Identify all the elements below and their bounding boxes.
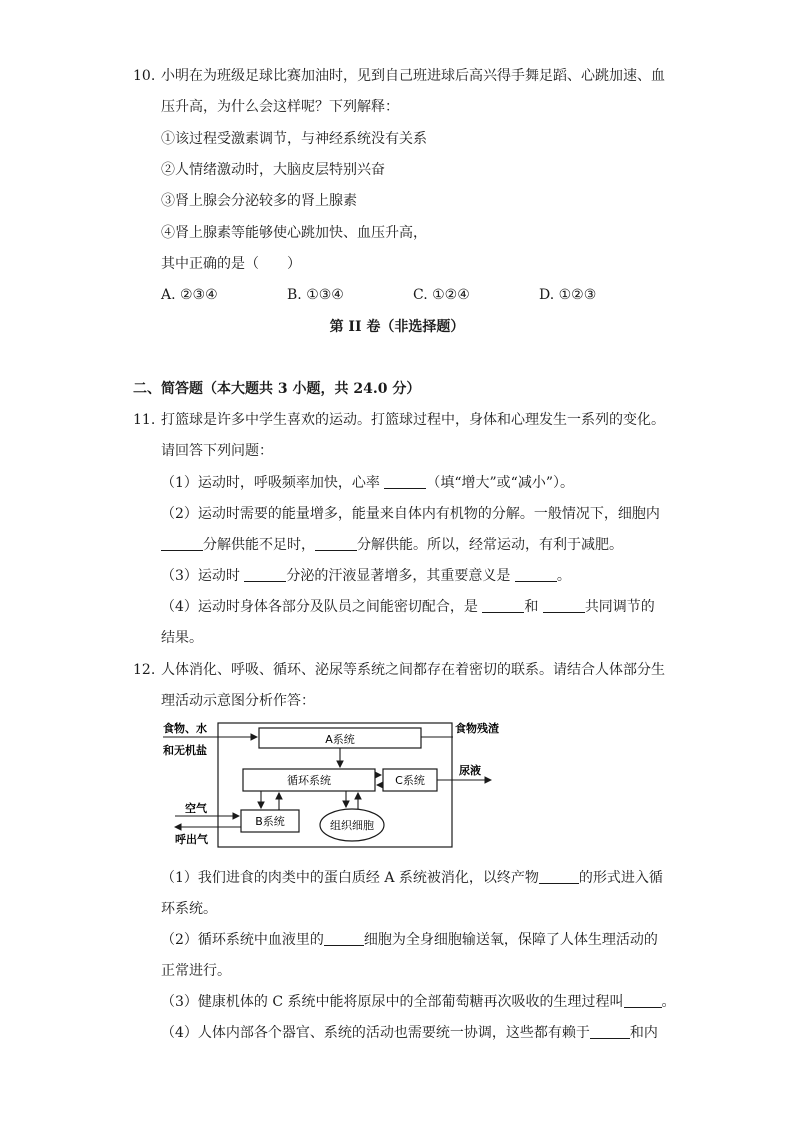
- exhale-label: 呼出气: [175, 833, 208, 846]
- b-system-label: B系统: [255, 815, 285, 828]
- waste-label: 食物残渣: [455, 722, 499, 735]
- q11-part4-text-c: 共同调节的: [584, 599, 655, 615]
- q12-stem-line1: 人体消化、呼吸、循环、泌尿等系统之间都存在着密切的联系。请结合人体部分生: [161, 662, 665, 678]
- q10-statement-1: ①该过程受激素调节，与神经系统没有关系: [161, 131, 427, 147]
- q10-statement-3: ③肾上腺会分泌较多的肾上腺素: [161, 193, 357, 209]
- q11-part3-blank-1[interactable]: [244, 567, 286, 582]
- food-input-label-1: 食物、水: [163, 722, 207, 735]
- q11-part2-line1: （2）运动时需要的能量增多，能量来自体内有机物的分解。一般情况下，细胞内: [161, 506, 660, 522]
- q12-part2-text-a: （2）循环系统中血液里的: [161, 932, 324, 948]
- q11-part1: [161, 473, 574, 493]
- q10-option-a[interactable]: A. ②③④: [161, 287, 218, 303]
- q11-part3-text-b: 分泌的汗液显著增多，其重要意义是: [286, 568, 515, 584]
- q12-part1-line2: 环系统。: [161, 901, 217, 917]
- q11-part4-text-a: （4）运动时身体各部分及队员之间能密切配合，是: [161, 599, 483, 615]
- q12-part3-blank[interactable]: [624, 993, 662, 1008]
- q12-part1-text-b: 的形式进入循: [578, 870, 663, 886]
- q12-part3-text-a: （3）健康机体的 C 系统中能将原尿中的全部葡萄糖再次吸收的生理过程叫: [161, 994, 624, 1010]
- q11-part4-line2: 结果。: [161, 630, 203, 646]
- q12-part2-text-b: 细胞为全身细胞输送氧，保障了人体生理活动的: [363, 932, 658, 948]
- air-label: 空气: [185, 802, 207, 815]
- q11-part2-text-c: 分解供能。所以，经常运动，有利于减肥。: [357, 537, 623, 553]
- q10-option-c[interactable]: C. ①②④: [413, 287, 470, 303]
- q11-part4-blank-1[interactable]: [482, 598, 524, 613]
- q11-stem-line2: 请回答下列问题：: [161, 443, 273, 459]
- q12-part2-line1: [161, 930, 658, 950]
- q12-stem-line2: 理活动示意图分析作答：: [161, 693, 315, 709]
- q10-number: 10.: [133, 68, 156, 84]
- c-system-label: C系统: [395, 774, 425, 787]
- physiology-diagram: [161, 717, 511, 857]
- urine-label: 尿液: [459, 764, 481, 777]
- q12-part1-blank[interactable]: [539, 869, 579, 884]
- q11-part3-text-a: （3）运动时: [161, 568, 245, 584]
- part2-title: 第 II 卷（非选择题）: [329, 319, 465, 335]
- q10-statement-4: ④肾上腺素等能够使心跳加快、血压升高，: [161, 225, 427, 241]
- q11-part2-text-b: 分解供能不足时，: [203, 537, 315, 553]
- q10-option-b[interactable]: B. ①③④: [287, 287, 344, 303]
- q11-part4-text-b: 和: [524, 599, 543, 615]
- q11-part3-blank-2[interactable]: [515, 567, 557, 582]
- q11-part4-blank-2[interactable]: [543, 598, 585, 613]
- q12-part1-line1: [161, 868, 663, 888]
- q12-part2-line2: 正常进行。: [161, 963, 231, 979]
- q10-stem-line1: 小明在为班级足球比赛加油时，见到自己班进球后高兴得手舞足蹈、心跳加速、血: [161, 68, 665, 84]
- q10-stem-line2: 压升高，为什么会这样呢？下列解释：: [161, 99, 399, 115]
- section2-title: 二、简答题（本大题共 3 小题，共 24.0 分）: [133, 381, 421, 397]
- q11-part1-text-a: （1）运动时，呼吸频率加快，心率: [161, 475, 385, 491]
- q11-part4-line1: [161, 597, 655, 617]
- a-system-label: A系统: [325, 733, 355, 746]
- q11-part2-line2: [161, 535, 623, 555]
- q12-part4-text-b: 和内: [629, 1025, 658, 1041]
- q11-number: 11.: [133, 412, 156, 428]
- q11-part3: [161, 566, 571, 586]
- q12-part4: [161, 1023, 658, 1043]
- q12-part4-blank[interactable]: [590, 1024, 630, 1039]
- q12-part3-text-b: 。: [661, 994, 676, 1010]
- q10-question: 其中正确的是（ ）: [161, 256, 301, 272]
- q12-part2-blank[interactable]: [324, 931, 364, 946]
- q11-stem-line1: 打篮球是许多中学生喜欢的运动。打篮球过程中，身体和心理发生一系列的变化。: [161, 412, 665, 428]
- q11-part1-blank[interactable]: [384, 474, 426, 489]
- food-input-label-2: 和无机盐: [163, 744, 207, 757]
- q12-part1-text-a: （1）我们进食的肉类中的蛋白质经 A 系统被消化，以终产物: [161, 870, 539, 886]
- q11-part3-text-c: 。: [556, 568, 571, 584]
- q12-part4-text-a: （4）人体内部各个器官、系统的活动也需要统一协调，这些都有赖于: [161, 1025, 590, 1041]
- q10-option-d[interactable]: D. ①②③: [539, 287, 597, 303]
- circulation-label: 循环系统: [287, 774, 331, 787]
- q12-part3: [161, 992, 676, 1012]
- q11-part1-text-b: （填“增大”或“减小”）。: [426, 475, 574, 491]
- tissue-cells-label: 组织细胞: [330, 819, 374, 832]
- q12-number: 12.: [133, 662, 156, 678]
- q11-part2-blank-1[interactable]: [161, 536, 203, 551]
- q11-part2-blank-2[interactable]: [315, 536, 357, 551]
- q10-statement-2: ②人情绪激动时，大脑皮层特别兴奋: [161, 162, 385, 178]
